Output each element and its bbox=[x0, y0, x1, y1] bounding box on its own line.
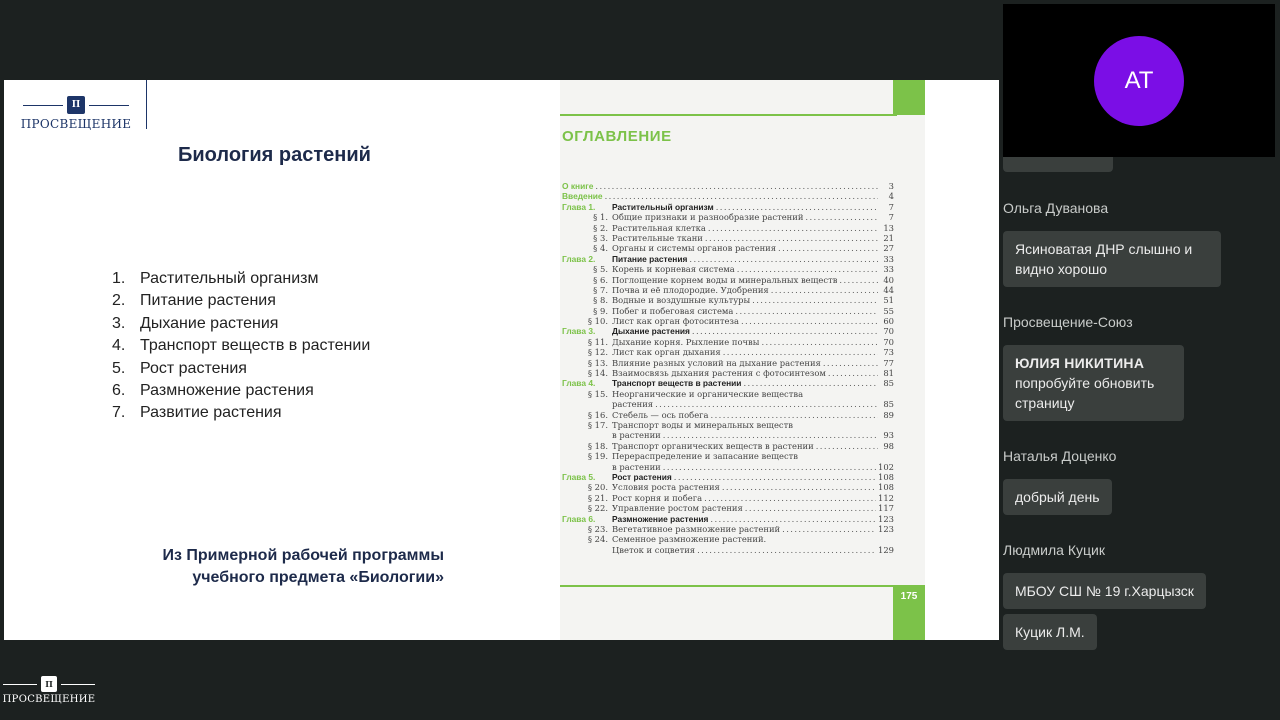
contents-entry bbox=[562, 264, 894, 274]
contents-entry bbox=[562, 472, 894, 482]
chat-message-text: Куцик Л.М. bbox=[1015, 624, 1085, 640]
entry-page: 51 bbox=[883, 295, 894, 306]
entry-page: 33 bbox=[883, 253, 894, 264]
slide-title: Биология растений bbox=[178, 144, 371, 166]
page-number: 175 bbox=[900, 591, 918, 602]
section-number: § 22. bbox=[587, 503, 608, 514]
prosveshchenie-logo bbox=[20, 96, 132, 131]
chat-message-text: Ясиноватая ДНР слышно и видно хорошо bbox=[1015, 241, 1193, 277]
topic-item: 2. Питание растения bbox=[112, 292, 276, 310]
entry-page: 55 bbox=[883, 305, 894, 316]
section-number: § 6. bbox=[593, 274, 608, 285]
entry-title: Рост корня и побега bbox=[612, 492, 703, 503]
entry-title: Стебель — ось побега bbox=[612, 409, 709, 420]
section-number: § 12. bbox=[587, 347, 608, 358]
contents-entry bbox=[562, 347, 894, 357]
dot-leader bbox=[723, 347, 878, 357]
entry-page: 21 bbox=[883, 232, 894, 243]
entry-page: 81 bbox=[883, 368, 894, 379]
entry-page: 44 bbox=[883, 284, 894, 295]
chat-sender: Наталья Доценко bbox=[1003, 448, 1117, 464]
participant-avatar: АТ bbox=[1094, 36, 1184, 126]
entry-page: 13 bbox=[883, 222, 894, 233]
entry-title: растения bbox=[612, 399, 654, 410]
entry-page: 4 bbox=[888, 191, 894, 202]
chat-sender: Людмила Куцик bbox=[1003, 542, 1105, 558]
entry-page: 89 bbox=[883, 409, 894, 420]
chat-bubble[interactable] bbox=[1003, 573, 1206, 609]
entry-page: 123 bbox=[878, 523, 894, 534]
dot-leader bbox=[778, 243, 878, 253]
section-number: § 7. bbox=[593, 284, 608, 295]
chat-bubble[interactable] bbox=[1003, 231, 1221, 287]
chat-bubble[interactable] bbox=[1003, 479, 1112, 515]
entry-title: Транспорт веществ в растении bbox=[612, 378, 742, 389]
contents-entry bbox=[562, 399, 894, 409]
section-number: § 5. bbox=[593, 264, 608, 275]
dot-leader bbox=[708, 223, 878, 233]
contents-entry bbox=[562, 306, 894, 316]
dot-leader bbox=[674, 472, 876, 482]
entry-title: Транспорт органических веществ в растении bbox=[612, 440, 814, 451]
entry-page: 117 bbox=[878, 503, 894, 514]
logo-mark bbox=[3, 676, 95, 692]
contents-entry bbox=[562, 243, 894, 253]
dot-leader bbox=[771, 285, 878, 295]
participant-video-tile[interactable] bbox=[1003, 4, 1275, 157]
dot-leader bbox=[711, 410, 878, 420]
contents-entry bbox=[562, 389, 894, 399]
section-number: § 9. bbox=[593, 305, 608, 316]
section-number: § 21. bbox=[587, 492, 608, 503]
section-number: § 17. bbox=[587, 419, 608, 430]
dot-leader bbox=[655, 399, 878, 409]
chapter-label: Глава 2. bbox=[562, 253, 596, 264]
entry-label: Введение bbox=[562, 191, 603, 202]
entry-page: 123 bbox=[878, 513, 894, 524]
contents-entry bbox=[562, 368, 894, 378]
chat-sender: Ольга Дуванова bbox=[1003, 200, 1109, 216]
entry-title: Растительная клетка bbox=[612, 222, 706, 233]
entry-page: 40 bbox=[883, 274, 894, 285]
contents-entry bbox=[562, 358, 894, 368]
entry-page: 60 bbox=[883, 316, 894, 327]
chat-message-text: МБОУ СШ № 19 г.Харцызск bbox=[1015, 583, 1194, 599]
entry-title: Взаимосвязь дыхания растения с фотосинтезом bbox=[612, 368, 826, 379]
topic-item: 7. Развитие растения bbox=[112, 404, 282, 422]
contents-entry bbox=[562, 285, 894, 295]
entry-label: О книге bbox=[562, 181, 594, 191]
entry-title: Дыхание корня. Рыхление почвы bbox=[612, 336, 760, 347]
dot-leader bbox=[605, 191, 878, 201]
contents-entry bbox=[562, 410, 894, 420]
entry-title: Растительный организм bbox=[612, 201, 714, 212]
dot-leader bbox=[689, 254, 878, 264]
section-number: § 15. bbox=[587, 388, 608, 399]
entry-title: Влияние разных условий на дыхание растения bbox=[612, 357, 821, 368]
entry-page: 112 bbox=[878, 492, 894, 503]
section-number: § 2. bbox=[593, 222, 608, 233]
section-number: § 13. bbox=[587, 357, 608, 368]
section-number: § 18. bbox=[587, 440, 608, 451]
entry-page: 7 bbox=[888, 212, 894, 223]
contents-entry bbox=[562, 493, 894, 503]
entry-title: Общие признаки и разнообразие растений bbox=[612, 212, 804, 223]
dot-leader bbox=[839, 275, 878, 285]
contents-entry bbox=[562, 254, 894, 264]
dot-leader bbox=[692, 326, 878, 336]
entry-title: Лист как орган фотосинтеза bbox=[612, 316, 739, 327]
chat-message-text: добрый день bbox=[1015, 489, 1100, 505]
dot-leader bbox=[743, 378, 878, 388]
corner-logo bbox=[4, 676, 94, 705]
entry-title: Транспорт воды и минеральных веществ bbox=[612, 419, 793, 430]
entry-page: 7 bbox=[888, 201, 894, 212]
entry-page: 108 bbox=[878, 471, 894, 482]
section-number: § 20. bbox=[587, 482, 608, 493]
contents-entry bbox=[562, 545, 894, 555]
logo-divider bbox=[146, 80, 147, 129]
page-tab-top bbox=[893, 80, 925, 115]
section-number: § 10. bbox=[587, 316, 608, 327]
contents-entry bbox=[562, 462, 894, 472]
contents-entry bbox=[562, 420, 894, 430]
dot-leader bbox=[697, 545, 876, 555]
entry-page: 77 bbox=[883, 357, 894, 368]
dot-leader bbox=[735, 306, 878, 316]
chapter-label: Глава 3. bbox=[562, 326, 596, 337]
chapter-label: Глава 4. bbox=[562, 378, 596, 389]
entry-page: 85 bbox=[883, 378, 894, 389]
dot-leader bbox=[663, 462, 876, 472]
dot-leader bbox=[816, 441, 878, 451]
logo-text: ПРОСВЕЩЕНИЕ bbox=[20, 117, 132, 131]
contents-entry bbox=[562, 223, 894, 233]
section-number: § 16. bbox=[587, 409, 608, 420]
contents-entry bbox=[562, 378, 894, 388]
chat-bubble[interactable] bbox=[1003, 614, 1097, 650]
entry-page: 70 bbox=[883, 326, 894, 337]
topic-item: 6. Размножение растения bbox=[112, 381, 314, 399]
entry-title: Неорганические и органические вещества bbox=[612, 388, 804, 399]
contents-heading: ОГЛАВЛЕНИЕ bbox=[562, 128, 672, 145]
entry-page: 98 bbox=[883, 440, 894, 451]
page-rule-bottom bbox=[560, 585, 897, 587]
logo-mark bbox=[23, 96, 129, 114]
entry-title: Цветок и соцветия bbox=[612, 544, 696, 555]
entry-page: 93 bbox=[883, 430, 894, 441]
contents-entry bbox=[562, 524, 894, 534]
dot-leader bbox=[595, 181, 878, 191]
entry-page: 129 bbox=[878, 544, 894, 555]
entry-title: Органы и системы органов растения bbox=[612, 243, 777, 254]
entry-page: 27 bbox=[883, 243, 894, 254]
logo-text: ПРОСВЕЩЕНИЕ bbox=[2, 694, 96, 705]
source-line: учебного предмета «Биологии» bbox=[192, 569, 444, 586]
section-number: § 4. bbox=[593, 243, 608, 254]
contents-entry bbox=[562, 337, 894, 347]
section-number: § 8. bbox=[593, 295, 608, 306]
contents-entry bbox=[562, 181, 894, 191]
logo-emblem-icon: П bbox=[67, 96, 85, 114]
contents-entry bbox=[562, 482, 894, 492]
dot-leader bbox=[737, 264, 878, 274]
topic-list bbox=[112, 268, 370, 425]
topic-item: 4. Транспорт веществ в растении bbox=[112, 337, 371, 355]
contents-entry bbox=[562, 326, 894, 336]
entry-page: 3 bbox=[888, 181, 894, 191]
dot-leader bbox=[782, 524, 876, 534]
entry-title: Дыхание растения bbox=[612, 326, 690, 337]
entry-title: Размножение растения bbox=[612, 513, 709, 524]
topic-item: 5. Рост растения bbox=[112, 359, 247, 377]
dot-leader bbox=[805, 212, 878, 222]
entry-title: Вегетативное размножение растений bbox=[612, 523, 781, 534]
contents-entry bbox=[562, 202, 894, 212]
dot-leader bbox=[663, 430, 878, 440]
entry-title: Растительные ткани bbox=[612, 232, 703, 243]
section-number: § 24. bbox=[587, 534, 608, 545]
chat-message-author: ЮЛИЯ НИКИТИНА bbox=[1015, 355, 1145, 371]
contents-entry bbox=[562, 430, 894, 440]
contents-entry bbox=[562, 233, 894, 243]
section-number: § 14. bbox=[587, 368, 608, 379]
contents-entry bbox=[562, 316, 894, 326]
entry-title: Корень и корневая система bbox=[612, 264, 735, 275]
chapter-label: Глава 5. bbox=[562, 471, 596, 482]
chapter-label: Глава 1. bbox=[562, 201, 596, 212]
entry-page: 108 bbox=[878, 482, 894, 493]
entry-title: Питание растения bbox=[612, 253, 688, 264]
entry-page: 33 bbox=[883, 264, 894, 275]
entry-page: 70 bbox=[883, 336, 894, 347]
dot-leader bbox=[823, 358, 878, 368]
source-line: Из Примерной рабочей программы bbox=[162, 547, 444, 564]
chat-sender: Просвещение-Союз bbox=[1003, 314, 1133, 330]
chat-panel[interactable] bbox=[1003, 150, 1275, 720]
slide-source-caption bbox=[104, 545, 444, 589]
entry-page: 73 bbox=[883, 347, 894, 358]
textbook-contents-page bbox=[560, 80, 952, 640]
contents-entry bbox=[562, 191, 894, 201]
entry-title: Поглощение корнем воды и минеральных веществ bbox=[612, 274, 838, 285]
contents-entry bbox=[562, 534, 894, 544]
entry-title: Управление ростом растения bbox=[612, 503, 743, 514]
page-rule-top bbox=[560, 114, 897, 116]
section-number: § 11. bbox=[587, 336, 608, 347]
entry-title: Водные и воздушные культуры bbox=[612, 295, 751, 306]
entry-title: в растении bbox=[612, 430, 661, 441]
entry-title: Перераспределение и запасание веществ bbox=[612, 451, 798, 462]
dot-leader bbox=[761, 337, 878, 347]
topic-item: 1. Растительный организм bbox=[112, 270, 319, 287]
contents-entry bbox=[562, 295, 894, 305]
dot-leader bbox=[710, 514, 876, 524]
entry-title: Рост растения bbox=[612, 471, 672, 482]
dot-leader bbox=[741, 316, 878, 326]
page-margin bbox=[925, 80, 952, 640]
chat-bubble[interactable] bbox=[1003, 345, 1184, 421]
contents-entry bbox=[562, 514, 894, 524]
topic-item: 3. Дыхание растения bbox=[112, 314, 279, 332]
dot-leader bbox=[705, 233, 878, 243]
dot-leader bbox=[752, 295, 878, 305]
section-number: § 3. bbox=[593, 232, 608, 243]
chapter-label: Глава 6. bbox=[562, 513, 596, 524]
contents-entry bbox=[562, 212, 894, 222]
chat-message-text: попробуйте обновить страницу bbox=[1015, 375, 1155, 411]
contents-entry bbox=[562, 451, 894, 461]
dot-leader bbox=[722, 482, 876, 492]
contents-entry bbox=[562, 503, 894, 513]
entry-title: Побег и побеговая система bbox=[612, 305, 734, 316]
section-number: § 23. bbox=[587, 523, 608, 534]
contents-entry bbox=[562, 441, 894, 451]
dot-leader bbox=[716, 202, 878, 212]
entry-title: в растении bbox=[612, 461, 661, 472]
entry-page: 102 bbox=[878, 461, 894, 472]
entry-page: 85 bbox=[883, 399, 894, 410]
dot-leader bbox=[704, 493, 876, 503]
entry-title: Условия роста растения bbox=[612, 482, 720, 493]
contents-entry bbox=[562, 275, 894, 285]
section-number: § 19. bbox=[587, 451, 608, 462]
dot-leader bbox=[828, 368, 878, 378]
contents-list bbox=[562, 181, 894, 555]
logo-emblem-icon: П bbox=[41, 676, 57, 692]
presentation-slide bbox=[4, 80, 999, 640]
section-number: § 1. bbox=[593, 212, 608, 223]
entry-title: Лист как орган дыхания bbox=[612, 347, 721, 358]
entry-title: Семенное размножение растений. bbox=[612, 534, 767, 545]
entry-title: Почва и её плодородие. Удобрения bbox=[612, 284, 769, 295]
dot-leader bbox=[745, 503, 876, 513]
